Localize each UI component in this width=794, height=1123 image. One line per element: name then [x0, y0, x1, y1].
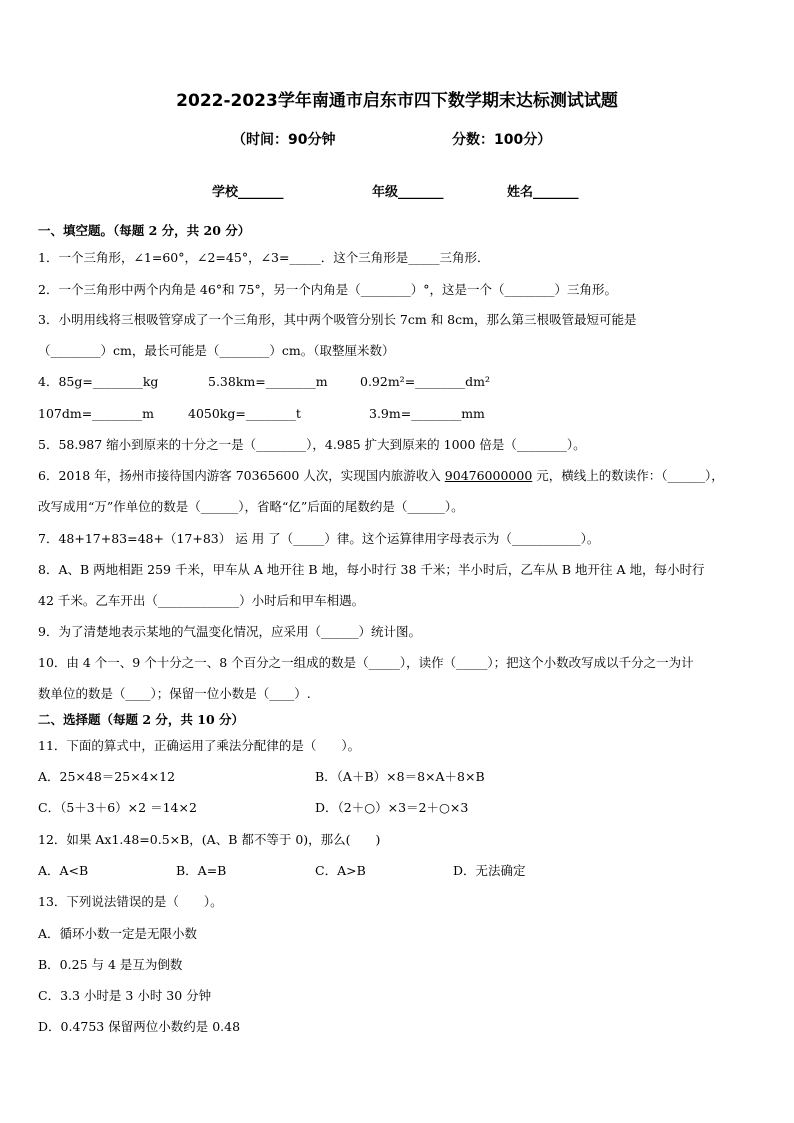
question-12-option-d: D．无法确定 — [453, 863, 526, 878]
question-3-line-1: 3．小明用线将三根吸管穿成了一个三角形，其中两个吸管分别长 7cm 和 8cm，那么第三根吸管最短可能是 — [38, 312, 637, 327]
question-12-option-b: B．A=B — [176, 863, 227, 878]
question-4-item-5: 4050kg=________t — [188, 406, 301, 421]
question-8-line-2: 42 千米。乙车开出（_____________）小时后和甲车相遇。 — [38, 593, 365, 608]
question-1: 1．一个三角形，∠1=60°，∠2=45°，∠3=_____．这个三角形是_____三角形． — [38, 250, 490, 265]
question-13-option-c: C．3.3 小时是 3 小时 30 分钟 — [38, 988, 212, 1003]
question-4-item-4: 107dm=________m — [38, 406, 155, 421]
question-6-underlined-number: 90476000000 — [444, 468, 533, 483]
question-9: 9．为了清楚地表示某地的气温变化情况，应采用（______）统计图。 — [38, 624, 421, 639]
exam-time: （时间：90分钟 — [232, 132, 336, 148]
question-7: 7．48+17+83=48+（17+83） 运 用 了（_____）律。这个运算律用字母表示为（___________）。 — [38, 531, 600, 546]
question-2: 2．一个三角形中两个内角是 46°和 75°，另一个内角是（________）°，这是一个（________）三角形。 — [38, 282, 617, 297]
question-8-line-1: 8．A、B 两地相距 259 千米，甲车从 A 地开往 B 地，每小时行 38 千米；半小时后，乙车从 B 地开往 A 地，每小时行 — [38, 562, 705, 577]
section-2-heading: 二、选择题（每题 2 分，共 10 分） — [38, 712, 245, 727]
question-11: 11．下面的算式中，正确运用了乘法分配律的是（ ）。 — [38, 738, 361, 753]
question-13-option-b: B．0.25 与 4 是互为倒数 — [38, 957, 183, 972]
question-10-line-1: 10．由 4 个一、9 个十分之一、8 个百分之一组成的数是（_____），读作（_____）；把这个小数改写成以千分之一为计 — [38, 655, 694, 670]
exam-title: 2022-2023学年南通市启东市四下数学期末达标测试试题 — [176, 91, 618, 111]
school-field: 学校_______ — [212, 185, 284, 200]
question-5: 5．58.987 缩小到原来的十分之一是（________），4.985 扩大到原来的 1000 倍是（________）。 — [38, 437, 586, 452]
question-13-option-a: A．循环小数一定是无限小数 — [38, 926, 198, 941]
question-4-item-6: 3.9m=________mm — [369, 406, 485, 421]
question-13-option-d: D．0.4753 保留两位小数约是 0.48 — [38, 1019, 241, 1034]
question-4-item-3: 0.92m²=________dm² — [360, 374, 491, 389]
question-12-option-c: C．A>B — [315, 863, 366, 878]
name-field: 姓名_______ — [507, 185, 579, 200]
question-4-item-2: 5.38km=________m — [208, 374, 328, 389]
question-4-item-1: 4．85g=________kg — [38, 374, 159, 389]
question-12: 12．如果 Ax1.48=0.5×B，(A、B 都不等于 0)，那么( ) — [38, 832, 381, 847]
question-13: 13．下列说法错误的是（ ）。 — [38, 894, 223, 909]
question-12-option-a: A．A<B — [38, 863, 89, 878]
question-11-option-b: B．（A＋B）×8＝8×A＋8×B — [315, 769, 485, 784]
question-3-line-2: （________）cm，最长可能是（________）cm。（取整厘米数） — [38, 343, 395, 358]
question-11-option-d: D．（2＋○）×3＝2＋○×3 — [315, 800, 469, 815]
question-6-text-post: 元，横线上的数读作：（______）， — [532, 468, 724, 483]
exam-score: 分数：100分） — [452, 132, 552, 148]
section-1-heading: 一、填空题。（每题 2 分，共 20 分） — [38, 223, 251, 238]
question-10-line-2: 数单位的数是（____）；保留一位小数是（____）. — [38, 686, 311, 701]
question-6-line-2: 改写成用“万”作单位的数是（______），省略“亿”后面的尾数约是（______）。 — [38, 499, 464, 514]
grade-field: 年级_______ — [372, 185, 444, 200]
question-6-line-1 — [38, 470, 724, 483]
question-11-option-c: C．（5＋3＋6）×2 ＝14×2 — [38, 800, 197, 815]
question-11-option-a: A．25×48＝25×4×12 — [38, 769, 176, 784]
question-6-text-pre: 6．2018 年，扬州市接待国内游客 70365600 人次，实现国内旅游收入 — [38, 468, 445, 483]
